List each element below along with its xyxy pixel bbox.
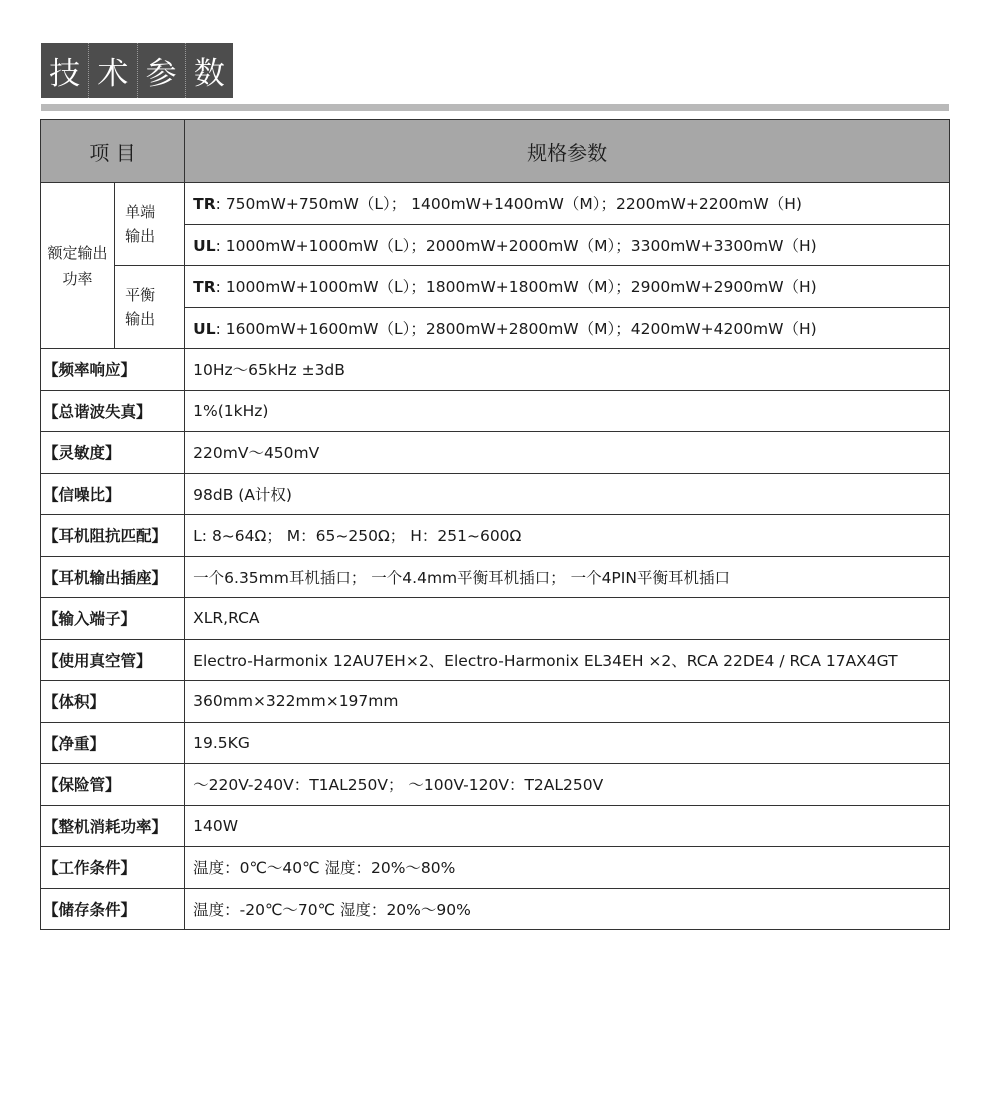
power-label-line2: 功率 xyxy=(62,269,93,288)
row-label: 【频率响应】 xyxy=(41,349,185,391)
single-ended-label xyxy=(115,183,185,266)
power-group-label xyxy=(41,183,115,349)
table-row xyxy=(41,722,950,764)
row-value: 98dB (A计权) xyxy=(185,473,950,515)
power-label-line1: 额定输出 xyxy=(47,243,108,262)
row-label: 【体积】 xyxy=(41,681,185,723)
table-row xyxy=(41,764,950,806)
tr-prefix: TR xyxy=(193,195,216,214)
single-ended-label-line2: 输出 xyxy=(125,227,156,245)
table-row xyxy=(41,681,950,723)
row-value: 温度：0℃～40℃ 湿度：20%～80% xyxy=(185,847,950,889)
table-row xyxy=(41,432,950,474)
row-label: 【工作条件】 xyxy=(41,847,185,889)
single-ended-tr-value xyxy=(185,183,950,225)
row-label: 【信噪比】 xyxy=(41,473,185,515)
row-value: 220mV～450mV xyxy=(185,432,950,474)
row-label: 【输入端子】 xyxy=(41,598,185,640)
table-row xyxy=(41,847,950,889)
tr-power-values: : 750mW+750mW（L）； 1400mW+1400mW（M）；2200mW+2200mW（H) xyxy=(215,195,802,214)
row-label: 【灵敏度】 xyxy=(41,432,185,474)
ul-power-values: : 1600mW+1600mW（L）；2800mW+2800mW（M）；4200mW+4200mW（H) xyxy=(215,319,817,338)
row-label: 【耳机输出插座】 xyxy=(41,556,185,598)
tr-power-values: : 1000mW+1000mW（L）；1800mW+1800mW（M）；2900mW+2900mW（H) xyxy=(215,278,817,297)
row-value: 温度：-20℃～70℃ 湿度：20%～90% xyxy=(185,888,950,930)
single-ended-label-line1: 单端 xyxy=(125,203,156,221)
table-row xyxy=(41,556,950,598)
ul-prefix: UL xyxy=(193,319,216,338)
row-label: 【保险管】 xyxy=(41,764,185,806)
title-divider xyxy=(41,104,949,111)
row-value: XLR,RCA xyxy=(185,598,950,640)
page-title-char: 参 xyxy=(137,43,185,98)
row-value: ～220V-240V：T1AL250V； ～100V-120V：T2AL250V xyxy=(185,764,950,806)
row-label: 【整机消耗功率】 xyxy=(41,805,185,847)
row-value: 一个6.35mm耳机插口； 一个4.4mm平衡耳机插口； 一个4PIN平衡耳机插口 xyxy=(185,556,950,598)
single-ended-ul-value xyxy=(185,224,950,266)
row-value: 1%(1kHz) xyxy=(185,390,950,432)
header-item: 项 目 xyxy=(41,120,185,183)
row-label: 【净重】 xyxy=(41,722,185,764)
balanced-label-line1: 平衡 xyxy=(125,286,156,304)
table-row xyxy=(41,888,950,930)
page-title-char: 技 xyxy=(49,56,81,92)
table-row xyxy=(41,515,950,557)
table-row xyxy=(41,183,950,225)
balanced-tr-value xyxy=(185,266,950,308)
page-title-char: 术 xyxy=(88,43,136,98)
ul-prefix: UL xyxy=(193,236,216,255)
table-row xyxy=(41,639,950,681)
spec-table xyxy=(40,119,950,930)
tr-prefix: TR xyxy=(193,278,216,297)
row-value: Electro-Harmonix 12AU7EH×2、Electro-Harmonix EL34EH ×2、RCA 22DE4 / RCA 17AX4GT xyxy=(185,639,950,681)
balanced-label-line2: 输出 xyxy=(125,310,156,328)
table-header-row xyxy=(41,120,950,183)
table-row xyxy=(41,390,950,432)
page-title xyxy=(41,43,233,98)
balanced-label xyxy=(115,266,185,349)
ul-power-values: : 1000mW+1000mW（L）；2000mW+2000mW（M）；3300mW+3300mW（H) xyxy=(215,236,817,255)
page-title-char: 数 xyxy=(185,43,233,98)
row-value: L: 8~64Ω； M：65~250Ω； H：251~600Ω xyxy=(185,515,950,557)
table-row xyxy=(41,598,950,640)
row-value: 140W xyxy=(185,805,950,847)
row-label: 【储存条件】 xyxy=(41,888,185,930)
row-value: 19.5KG xyxy=(185,722,950,764)
row-label: 【总谐波失真】 xyxy=(41,390,185,432)
table-row xyxy=(41,473,950,515)
table-row xyxy=(41,266,950,308)
row-value: 10Hz～65kHz ±3dB xyxy=(185,349,950,391)
row-label: 【使用真空管】 xyxy=(41,639,185,681)
table-row xyxy=(41,805,950,847)
table-row xyxy=(41,349,950,391)
row-label: 【耳机阻抗匹配】 xyxy=(41,515,185,557)
row-value: 360mm×322mm×197mm xyxy=(185,681,950,723)
header-spec: 规格参数 xyxy=(185,120,950,183)
balanced-ul-value xyxy=(185,307,950,349)
